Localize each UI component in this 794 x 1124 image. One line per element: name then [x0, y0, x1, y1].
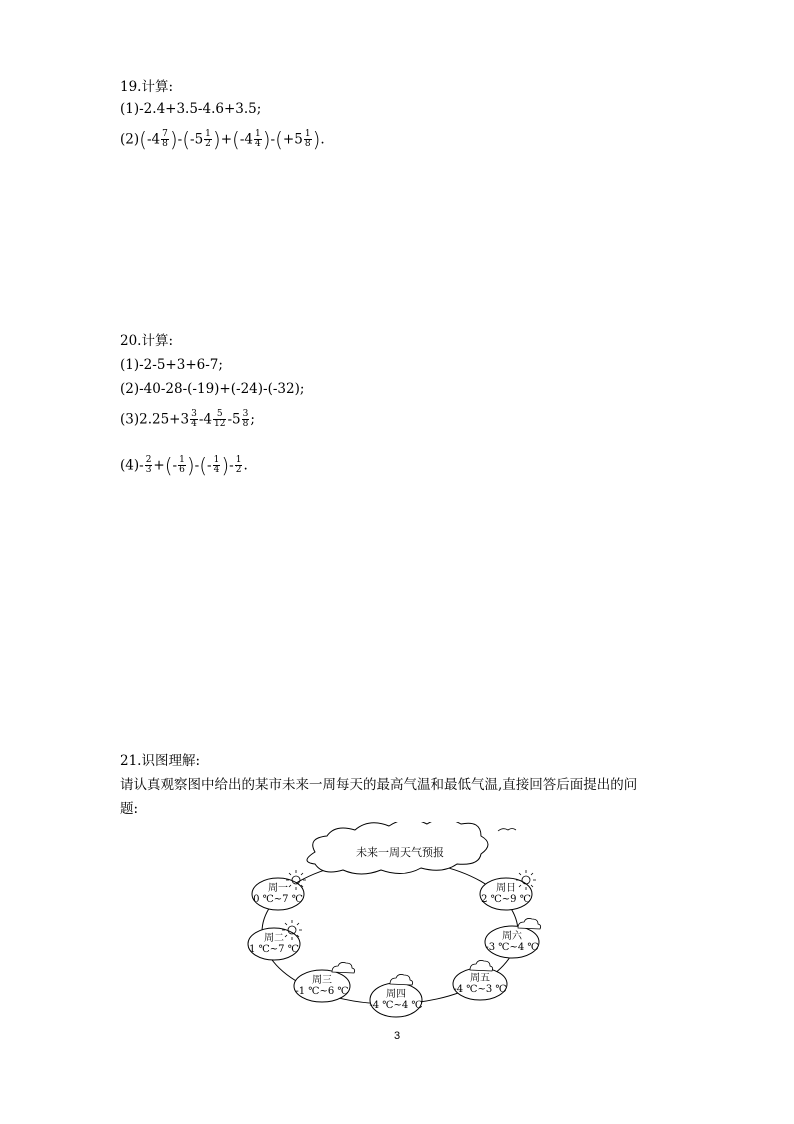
forecast-day-friday: 周五 -4 ℃~3 ℃	[453, 973, 507, 995]
q20-part1: (1)-2-5+3+6-7;	[120, 357, 223, 373]
cloud-tail	[498, 829, 516, 832]
forecast-day-saturday: 周六 -3 ℃~4 ℃	[485, 931, 539, 953]
q19-term4-frac: $\frac{1}{8}$	[304, 129, 311, 149]
page-number: 3	[393, 1030, 401, 1042]
q19-term3-int: -4	[239, 131, 253, 148]
q19-part2: (2)(-4 $\frac{7}{8}$ )-(-5 $\frac{1}{2}$ )+(-4 $\frac{1}{4}$ )-(+5 $\frac{1}{8}$ ).	[120, 127, 325, 152]
cloud-icon	[390, 974, 413, 985]
forecast-day-thursday: 周四 -4 ℃~4 ℃	[369, 989, 423, 1011]
q19-term3-frac: $\frac{1}{4}$	[255, 129, 261, 149]
q21-body-line2: 题:	[120, 801, 139, 817]
q19-term4-int: +5	[282, 131, 303, 148]
forecast-day-monday: 周一 0 ℃~7 ℃	[253, 883, 303, 905]
forecast-day-sunday: 周日 2 ℃~9 ℃	[481, 883, 531, 905]
cloud-icon	[470, 960, 493, 971]
q21-body-line1: 请认真观察图中给出的某市未来一周每天的最高气温和最低气温,直接回答后面提出的问	[120, 777, 638, 793]
weather-forecast-diagram	[240, 822, 560, 1022]
cloud-icon	[332, 962, 355, 973]
cloud-icon	[518, 918, 541, 929]
q20-part4: (4)- $\frac{2}{3}$ +(- $\frac{1}{6}$ )-(- $\frac{1}{4}$ )- $\frac{1}{2}$ .	[120, 453, 248, 478]
forecast-title: 未来一周天气预报	[356, 846, 444, 859]
q19-term2-frac: $\frac{1}{2}$	[205, 129, 211, 149]
q19-term1-frac: $\frac{7}{8}$	[162, 129, 168, 149]
forecast-day-tuesday: 周二 1 ℃~7 ℃	[249, 933, 299, 955]
q19-title: 19.计算:	[120, 79, 174, 95]
q19-part2-prefix: (2)	[120, 131, 140, 148]
forecast-day-wednesday: 周三 -1 ℃~6 ℃	[295, 975, 349, 997]
q19-term2-int: -5	[190, 131, 204, 148]
q20-title: 20.计算:	[120, 333, 174, 349]
q19-term1-int: -4	[146, 131, 161, 148]
q19-part1: (1)-2.4+3.5-4.6+3.5;	[120, 101, 262, 117]
q20-part3: (3)2.25+3 $\frac{3}{4}$ -4 $\frac{5}{12}$ -5 $\frac{3}{8}$ ;	[120, 409, 255, 429]
q20-part2: (2)-40-28-(-19)+(-24)-(-32);	[120, 381, 305, 397]
q21-title: 21.识图理解:	[120, 753, 201, 769]
